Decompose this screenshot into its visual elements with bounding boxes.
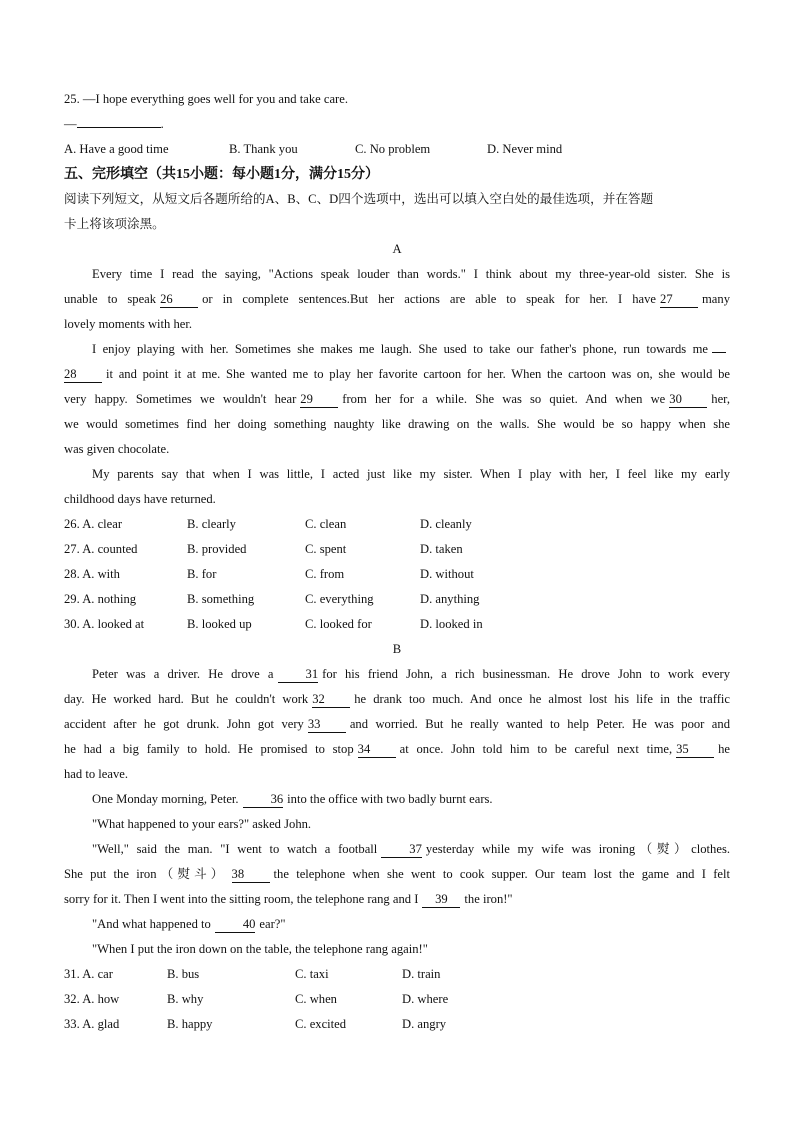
option-a: 32. A. how xyxy=(64,992,120,1006)
passage-b-line: he had a big family to hold. He promised to stop 34 at once. John told him to be careful next time, 35 he xyxy=(64,742,730,756)
passage-a-line: unable to speak 26 or in complete sentences.But her actions are able to speak for her. I have 27 many xyxy=(64,292,730,306)
option-c: C. taxi xyxy=(295,967,329,981)
option-d: D. looked in xyxy=(420,617,483,631)
option-c: C. spent xyxy=(305,542,347,556)
q25-stem: 25. —I hope everything goes well for you and take care. xyxy=(64,92,348,106)
q31-options xyxy=(64,962,730,987)
q25-option-d: D. Never mind xyxy=(487,142,563,156)
option-d: D. cleanly xyxy=(420,517,472,531)
blank-37: 37 xyxy=(381,842,422,858)
option-d: D. anything xyxy=(420,592,480,606)
blank-35: 35 xyxy=(676,742,714,758)
option-d: D. where xyxy=(402,992,449,1006)
passage-b-label: B xyxy=(392,642,402,656)
passage-a-line: I enjoy playing with her. Sometimes she makes me laugh. She used to take our father's phone, run towards me xyxy=(64,337,730,362)
section5-instructions-1: 阅读下列短文，从短文后各题所给的A、B、C、D四个选项中，选出可以填入空白处的最佳选项，并在答题 xyxy=(64,192,654,206)
q27-options xyxy=(64,537,730,562)
q26-options xyxy=(64,512,730,537)
blank-31: 31 xyxy=(278,667,319,683)
blank-36: 36 xyxy=(243,792,284,808)
passage-a-line: childhood days have returned. xyxy=(64,492,216,506)
q32-options xyxy=(64,987,730,1012)
section5-heading: 五、完形填空（共15小题：每小题1分，满分15分） xyxy=(64,167,379,182)
passage-b-line: "When I put the iron down on the table, the telephone rang again!" xyxy=(92,942,428,956)
q25-reply-suffix: . xyxy=(160,117,164,131)
option-d: D. taken xyxy=(420,542,463,556)
option-a: 28. A. with xyxy=(64,567,120,581)
option-b: B. looked up xyxy=(187,617,252,631)
q25-option-a: A. Have a good time xyxy=(64,142,169,156)
blank-40: 40 xyxy=(215,917,256,933)
q25-option-b: B. Thank you xyxy=(229,142,298,156)
option-c: C. excited xyxy=(295,1017,347,1031)
blank-28-start xyxy=(712,352,726,353)
q25-reply xyxy=(64,112,730,137)
passage-a-line: Every time I read the saying, "Actions speak louder than words." I think about my three-year-old sister. She is xyxy=(92,267,730,281)
passage-a-line: My parents say that when I was little, I acted just like my sister. When I play with her, I feel like my early xyxy=(92,467,730,481)
option-a: 30. A. looked at xyxy=(64,617,145,631)
option-c: C. looked for xyxy=(305,617,372,631)
option-b: B. for xyxy=(187,567,217,581)
passage-a-line: 28 it and point it at me. She wanted me to play her favorite cartoon for her. When the cartoon was on, she would be xyxy=(64,367,730,381)
passage-b-line: "And what happened to 40 ear?" xyxy=(92,917,286,931)
passage-a-label: A xyxy=(392,242,402,256)
passage-b-line: had to leave. xyxy=(64,767,128,781)
blank-38: 38 xyxy=(232,867,270,883)
q33-options xyxy=(64,1012,730,1037)
passage-b-line: accident after he got drunk. John got very 33 and worried. But he really wanted to help Peter. He was poor and xyxy=(64,717,730,731)
q25-answer-blank xyxy=(77,113,161,128)
blank-32: 32 xyxy=(312,692,350,708)
passage-b-line: "Well," said the man. "I went to watch a football 37 yesterday while my wife was ironing（熨）clothes. xyxy=(92,842,730,856)
q25-reply-prefix: — xyxy=(64,117,77,131)
q29-options xyxy=(64,587,730,612)
blank-34: 34 xyxy=(358,742,396,758)
option-a: 31. A. car xyxy=(64,967,113,981)
blank-27: 27 xyxy=(660,292,698,308)
passage-b-line: day. He worked hard. But he couldn't work 32 he drank too much. And once he almost lost his life in the traffic xyxy=(64,692,730,706)
passage-a-line: lovely moments with her. xyxy=(64,317,193,331)
option-d: D. train xyxy=(402,967,441,981)
blank-30: 30 xyxy=(669,392,707,408)
blank-39: 39 xyxy=(422,892,460,908)
option-d: D. without xyxy=(420,567,474,581)
option-a: 27. A. counted xyxy=(64,542,138,556)
q25-options xyxy=(64,137,730,162)
option-b: B. why xyxy=(167,992,204,1006)
option-d: D. angry xyxy=(402,1017,447,1031)
option-b: B. happy xyxy=(167,1017,213,1031)
q25-option-c: C. No problem xyxy=(355,142,431,156)
q30-options xyxy=(64,612,730,637)
passage-b-line: Peter was a driver. He drove a 31 for his friend John, a rich businessman. He drove John to work every xyxy=(92,667,730,681)
option-b: B. clearly xyxy=(187,517,236,531)
passage-b-line: One Monday morning, Peter. 36 into the office with two badly burnt ears. xyxy=(92,792,493,806)
blank-33: 33 xyxy=(308,717,346,733)
passage-a-line: we would sometimes find her doing something naughty like drawing on the walls. She would be so happy when she xyxy=(64,417,730,431)
passage-a-line: was given chocolate. xyxy=(64,442,170,456)
option-b: B. bus xyxy=(167,967,200,981)
option-a: 26. A. clear xyxy=(64,517,123,531)
option-a: 33. A. glad xyxy=(64,1017,120,1031)
passage-a-line: very happy. Sometimes we wouldn't hear 29 from her for a while. She was so quiet. And when we 30 her, xyxy=(64,392,730,406)
blank-28: 28 xyxy=(64,367,102,383)
option-b: B. something xyxy=(187,592,255,606)
blank-29: 29 xyxy=(300,392,338,408)
option-c: C. from xyxy=(305,567,345,581)
option-c: C. when xyxy=(295,992,337,1006)
option-b: B. provided xyxy=(187,542,247,556)
passage-b-line: She put the iron（熨斗） 38 the telephone when she went to cook supper. Our team lost the game and I felt xyxy=(64,867,730,881)
q28-options xyxy=(64,562,730,587)
option-c: C. clean xyxy=(305,517,347,531)
section5-instructions-2: 卡上将该项涂黑。 xyxy=(64,217,165,231)
option-c: C. everything xyxy=(305,592,374,606)
passage-b-line: "What happened to your ears?" asked John. xyxy=(92,817,312,831)
passage-b-line: sorry for it. Then I went into the sitting room, the telephone rang and I 39 the iron!" xyxy=(64,892,513,906)
exam-page xyxy=(64,87,730,1037)
option-a: 29. A. nothing xyxy=(64,592,137,606)
blank-26: 26 xyxy=(160,292,198,308)
